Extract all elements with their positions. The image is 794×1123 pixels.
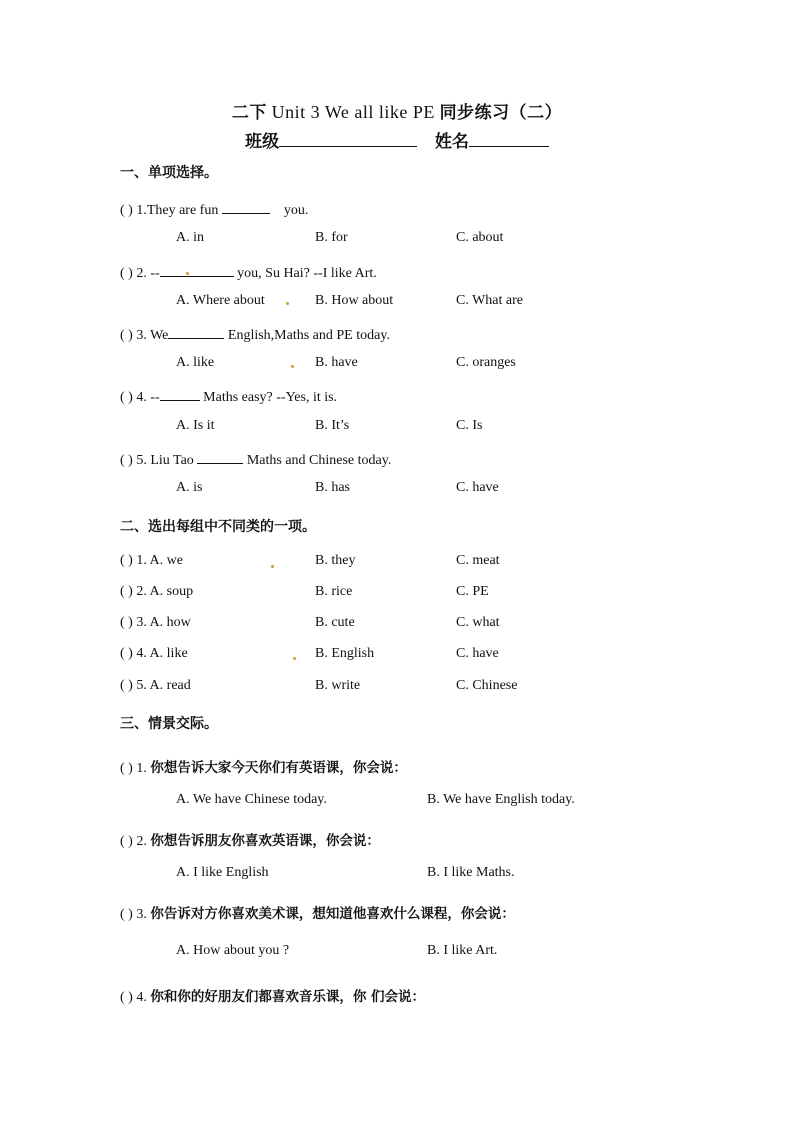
- class-blank[interactable]: [279, 130, 417, 147]
- s1-q3: [120, 324, 390, 344]
- s1-q4: [120, 386, 337, 406]
- s3-q1-option-a: A. We have Chinese today.: [176, 792, 327, 807]
- s3-q4-num: ( ) 4.: [120, 990, 147, 1005]
- s3-q1-prompt: 你想告诉大家今天你们有英语课，你会说：: [150, 760, 407, 776]
- s1-q3-option-c: C. oranges: [456, 355, 516, 370]
- s3-q2-prompt: 你想告诉朋友你喜欢英语课，你会说：: [150, 833, 380, 849]
- s1-q4-option-b: B. It’s: [315, 418, 350, 433]
- s1-q4-suffix: Maths easy? --Yes, it is.: [203, 390, 338, 405]
- s1-q4-option-c: C. Is: [456, 418, 483, 433]
- s1-q5-option-b: B. has: [315, 480, 350, 495]
- s1-q5-blank[interactable]: [197, 449, 243, 464]
- s3-q2-num: ( ) 2.: [120, 834, 147, 849]
- scan-speck: [291, 365, 294, 368]
- class-label: 班级: [245, 132, 280, 152]
- section2-heading: 二、选出每组中不同类的一项。: [120, 519, 316, 535]
- s3-q3-num: ( ) 3.: [120, 907, 147, 922]
- s3-q3: [120, 902, 515, 923]
- s2-q2-option-c: C. PE: [456, 584, 489, 599]
- s1-q1-blank[interactable]: [222, 199, 270, 214]
- s1-q3-blank[interactable]: [168, 324, 224, 339]
- name-label: 姓名: [434, 132, 469, 152]
- s1-q1-prefix: ( ) 1.They are fun: [120, 203, 219, 218]
- s1-q1-option-c: C. about: [456, 230, 504, 245]
- s3-q2: [120, 829, 380, 850]
- s2-q1-option-b: B. they: [315, 553, 356, 568]
- s1-q2-prefix: ( ) 2. --: [120, 266, 160, 281]
- s2-q2-option-b: B. rice: [315, 584, 353, 599]
- s3-q3-option-b: B. I like Art.: [427, 943, 498, 958]
- s3-q2-option-a: A. I like English: [176, 865, 269, 880]
- s1-q4-option-a: A. Is it: [176, 418, 215, 433]
- s1-q1-option-b: B. for: [315, 230, 348, 245]
- s1-q5-prefix: ( ) 5. Liu Tao: [120, 453, 194, 468]
- s2-q2-label: ( ) 2. A. soup: [120, 584, 194, 599]
- s3-q1: [120, 756, 407, 777]
- s1-q2: [120, 262, 377, 282]
- s3-q1-num: ( ) 1.: [120, 761, 147, 776]
- worksheet-title: [0, 98, 794, 123]
- s1-q4-blank[interactable]: [160, 386, 200, 401]
- s1-q4-prefix: ( ) 4. --: [120, 390, 160, 405]
- s3-q1-option-b: B. We have English today.: [427, 792, 575, 807]
- s1-q2-option-c: C. What are: [456, 293, 523, 308]
- s3-q4-prompt: 你和你的好朋友们都喜欢音乐课，你 们会说：: [150, 989, 426, 1005]
- s1-q2-suffix: you, Su Hai? --I like Art.: [237, 266, 377, 281]
- s1-q3-suffix: English,Maths and PE today.: [227, 328, 390, 343]
- section1-heading: 一、单项选择。: [120, 165, 218, 181]
- s3-q2-option-b: B. I like Maths.: [427, 865, 515, 880]
- s1-q2-option-b: B. How about: [315, 293, 394, 308]
- s1-q5-suffix: Maths and Chinese today.: [246, 453, 392, 468]
- scan-speck: [286, 302, 289, 305]
- s1-q1-suffix: you.: [283, 203, 309, 218]
- student-info-line: [0, 127, 794, 152]
- s1-q5: [120, 449, 391, 469]
- title-en: Unit 3 We all like PE: [271, 102, 435, 122]
- s2-q1-option-c: C. meat: [456, 553, 500, 568]
- s1-q1: [120, 199, 308, 219]
- s2-q5-option-b: B. write: [315, 678, 361, 693]
- s1-q2-option-a: A. Where about: [176, 293, 265, 308]
- s3-q3-prompt: 你告诉对方你喜欢美术课，想知道他喜欢什么课程，你会说：: [150, 906, 515, 922]
- s2-q3-option-b: B. cute: [315, 615, 355, 630]
- s1-q5-option-a: A. is: [176, 480, 203, 495]
- s2-q4-label: ( ) 4. A. like: [120, 646, 188, 661]
- scan-speck: [293, 657, 296, 660]
- s2-q5-option-c: C. Chinese: [456, 678, 518, 693]
- s3-q4: [120, 985, 425, 1006]
- s2-q3-label: ( ) 3. A. how: [120, 615, 191, 630]
- s2-q3-option-c: C. what: [456, 615, 500, 630]
- title-cn-prefix: 二下: [231, 103, 267, 123]
- name-blank[interactable]: [469, 130, 549, 147]
- scan-speck: [271, 565, 274, 568]
- s1-q5-option-c: C. have: [456, 480, 499, 495]
- s1-q2-blank[interactable]: [160, 262, 234, 277]
- s2-q5-label: ( ) 5. A. read: [120, 678, 191, 693]
- s1-q3-option-a: A. like: [176, 355, 215, 370]
- s2-q4-option-c: C. have: [456, 646, 499, 661]
- section3-heading: 三、情景交际。: [120, 716, 218, 732]
- scan-speck: [186, 272, 189, 275]
- s2-q4-option-b: B. English: [315, 646, 375, 661]
- s2-q1-label: ( ) 1. A. we: [120, 553, 183, 568]
- s3-q3-option-a: A. How about you ?: [176, 943, 290, 958]
- s1-q3-option-b: B. have: [315, 355, 358, 370]
- s1-q3-prefix: ( ) 3. We: [120, 328, 169, 343]
- s1-q1-option-a: A. in: [176, 230, 204, 245]
- title-cn-suffix: 同步练习（二）: [439, 103, 563, 123]
